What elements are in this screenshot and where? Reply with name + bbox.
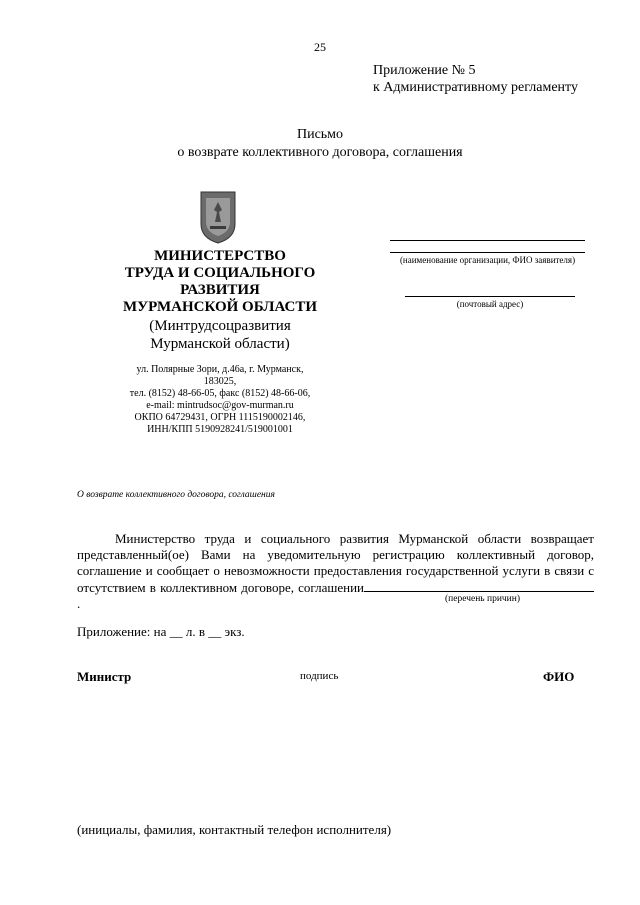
- attachment-note: Приложение: на __ л. в __ экз.: [77, 624, 245, 639]
- ministry-name-line: МУРМАНСКОЙ ОБЛАСТИ: [122, 299, 318, 315]
- reason-blank-line: [364, 579, 594, 592]
- letter-subject: О возврате коллективного договора, соглашения: [77, 490, 275, 500]
- body-end-mark: .: [77, 596, 81, 611]
- signatory-name: ФИО: [543, 669, 575, 684]
- signature-placeholder: подпись: [300, 670, 339, 682]
- ministry-name-line: РАЗВИТИЯ: [180, 282, 260, 298]
- ministry-short-name: [105, 317, 335, 353]
- recipient-name-line-1: [390, 240, 585, 241]
- title-line-2: о возврате коллективного договора, соглашения: [177, 145, 463, 160]
- ministry-name: [105, 248, 335, 316]
- ministry-name-line: МИНИСТЕРСТВО: [154, 248, 286, 264]
- letter-body-text: Министерство труда и социального развития Мурманской области возвращает представленный(ое) Вами на уведомительную регистрацию коллективный договор, соглашение и сообщает о невозможности предоставления государственной услуги в связи с отсутствием в коллективном договоре, соглашении: [77, 531, 594, 595]
- contact-line: тел. (8152) 48-66-05, факс (8152) 48-66-06,: [129, 388, 311, 399]
- contact-line: ул. Полярные Зори, д.46а, г. Мурманск,: [136, 364, 304, 375]
- document-title: [0, 126, 640, 162]
- signatory-title: Министр: [77, 669, 132, 684]
- coat-of-arms-emblem: [198, 190, 238, 244]
- contact-line: 183025,: [203, 376, 237, 387]
- recipient-name-line-2: [390, 252, 585, 253]
- page-number: 25: [314, 40, 326, 54]
- appendix-note: [373, 62, 578, 96]
- recipient-address-line: [405, 296, 575, 297]
- contact-line: e-mail: mintrudsoc@gov-murman.ru: [146, 400, 294, 411]
- contact-line: ОКПО 64729431, ОГРН 1115190002146,: [134, 412, 306, 423]
- appendix-line-2: к Административному регламенту: [373, 80, 578, 95]
- appendix-line-1: Приложение № 5: [373, 63, 476, 78]
- title-line-1: Письмо: [296, 127, 344, 142]
- ministry-contacts: [110, 364, 330, 436]
- contact-line: ИНН/КПП 5190928241/519001001: [147, 424, 293, 435]
- ministry-short-line: Мурманской области): [150, 336, 290, 352]
- ministry-name-line: ТРУДА И СОЦИАЛЬНОГО: [124, 265, 316, 281]
- recipient-name-caption: (наименование организации, ФИО заявителя): [399, 255, 576, 265]
- ministry-short-line: (Минтрудсоцразвития: [149, 318, 291, 334]
- recipient-address-caption: (почтовый адрес): [456, 299, 524, 309]
- reason-caption: (перечень причин): [445, 594, 521, 604]
- executor-info: (инициалы, фамилия, контактный телефон исполнителя): [77, 822, 392, 837]
